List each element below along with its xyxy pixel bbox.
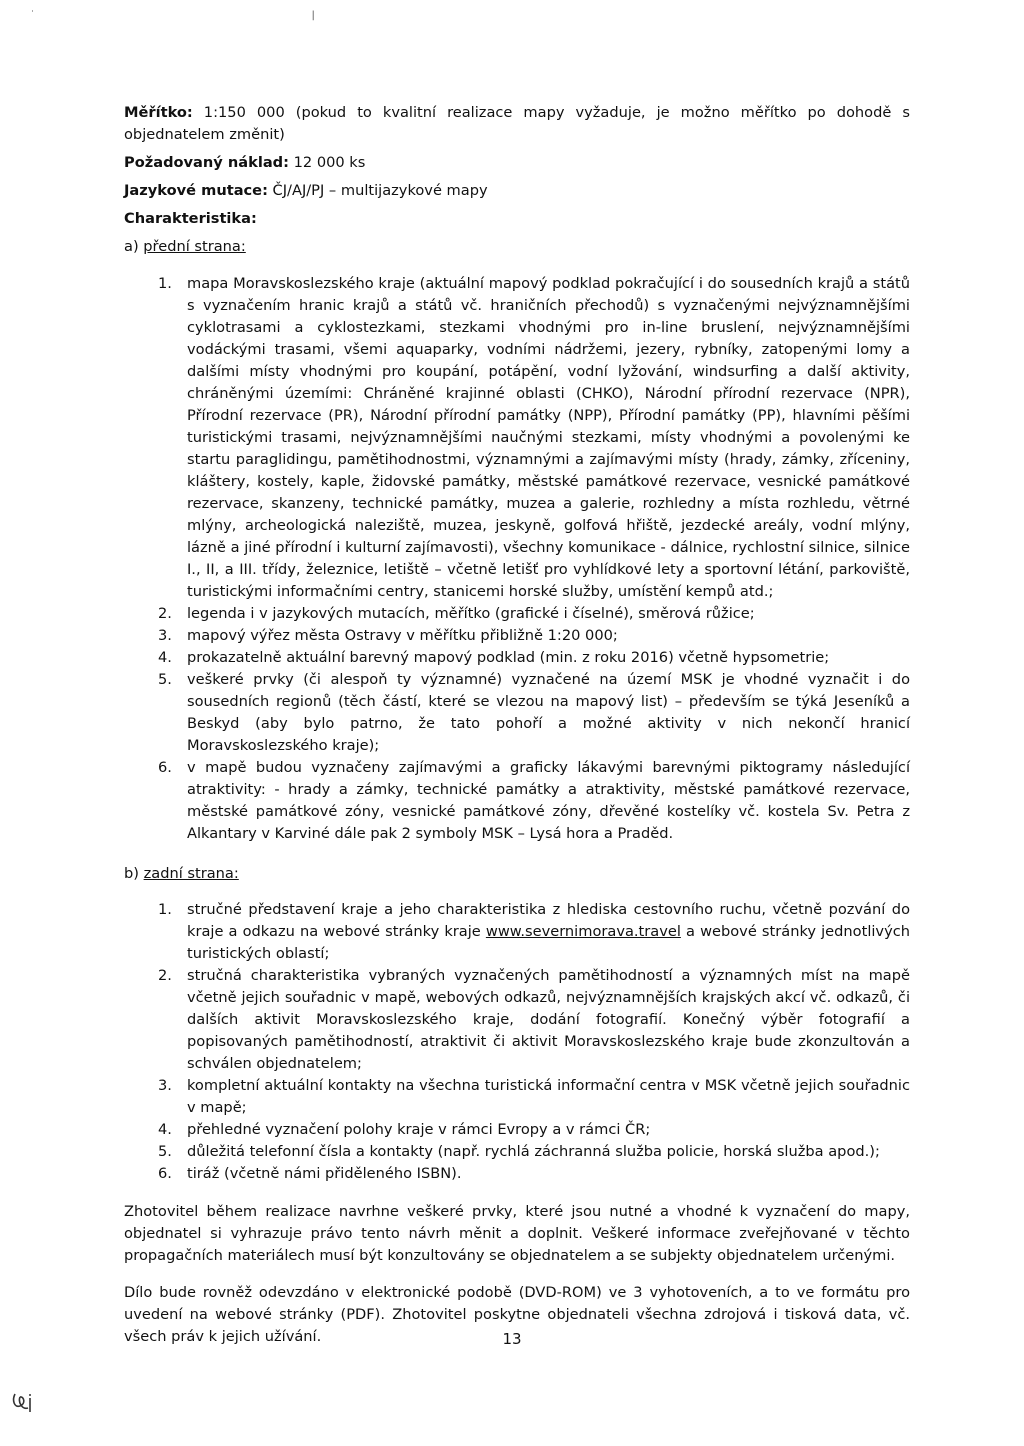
- naklad-value: 12 000 ks: [288, 154, 366, 171]
- item-text: důležitá telefonní čísla a kontakty (např. rychlá záchranná služba policie, horská služba apod.);: [187, 1143, 880, 1161]
- item-number: 3.: [158, 626, 172, 644]
- charakteristika-heading: [124, 208, 910, 230]
- list-item: [124, 647, 910, 669]
- section-b-heading: [124, 863, 910, 885]
- list-item: [124, 625, 910, 647]
- charakteristika-label: Charakteristika:: [124, 210, 257, 227]
- mutace-value: ČJ/AJ/PJ – multijazykové mapy: [267, 182, 488, 199]
- list-item: [124, 899, 910, 965]
- item-text: legenda i v jazykových mutacích, měřítko (grafické i číselné), směrová růžice;: [187, 604, 755, 622]
- item-number: 6.: [158, 1165, 172, 1183]
- section-a-heading: [124, 236, 910, 258]
- section-a-prefix: a): [124, 238, 144, 255]
- handwritten-initials: [10, 1388, 36, 1424]
- item-number: 4.: [158, 648, 172, 666]
- item-number: 1.: [158, 901, 172, 919]
- naklad-label: Požadovaný náklad:: [124, 154, 289, 171]
- item-number: 2.: [158, 967, 172, 985]
- item-number: 5.: [158, 1143, 172, 1161]
- list-item: [124, 965, 910, 1075]
- section-b-title: zadní strana:: [143, 864, 239, 882]
- document-page: [124, 102, 910, 1362]
- item-text-before-link: stručné představení kraje a jeho charakteristika z hlediska cestovního ruchu, včetně pozvání do kraje a odkazu na webové stránky kraje: [187, 901, 910, 941]
- website-link[interactable]: www.severnimorava.travel: [485, 923, 681, 941]
- meritko-line: [124, 102, 910, 146]
- item-number: 2.: [158, 604, 172, 622]
- item-text: veškeré prvky (či alespoň ty významné) vyznačené na území MSK je vhodné vyznačit i do sousedních regionů (těch částí, které se vlezou na mapový list) – především se týká Jeseníků a Beskyd (aby bylo patrno, že tato pohoří a možné aktivity v nich nekončí hranicí Moravskoslezského kraje);: [187, 670, 910, 754]
- item-text: kompletní aktuální kontakty na všechna turistická informační centra v MSK včetně jejich souřadnic v mapě;: [187, 1077, 910, 1117]
- closing-paragraph-2: Dílo bude rovněž odevzdáno v elektronické podobě (DVD-ROM) ve 3 vyhotoveních, a to ve formátu pro uvedení na webové stránky (PDF). Zhotovitel poskytne objednateli všechna zdrojová i tisková data, vč. všech práv k jejich užívání.: [124, 1283, 910, 1345]
- list-item: [124, 273, 910, 603]
- list-item: [124, 1163, 910, 1185]
- list-item: [124, 603, 910, 625]
- list-item: [124, 1075, 910, 1119]
- item-text: mapa Moravskoslezského kraje (aktuální mapový podklad pokračující i do sousedních krajů a států s vyznačením hranic krajů a států vč. hraničních přechodů) s vyznačenými nejvýznamnějšími cyklotrasami a cyklostezkami, stezkami vhodnými pro in-line bruslení, nejvýznamnějšími vodáckými trasami, všemi aquaparky, vodními nádržemi, jezery, rybníky, zatopenými lomy a dalšími místy vhodnými pro koupání, potápění, vodní lyžování, windsurfing a další aktivity, chráněnými územími: Chráněné krajinné oblasti (CHKO), Národní přírodní rezervace (NPR), Přírodní rezervace (PR), Národní přírodní památky (NPP), Přírodní památky (PP), hlavními pěšími turistickými trasami, nejvýznamnějšími naučnými stezkami, místy vhodnými a povolenými ke startu paraglidingu, pamětihodnostmi, významnými a zajímavými místy (hrady, zámky, zříceniny, kláštery, kostely, kaple, židovské památky, městské památkové rezervace, vesnické památkové rezervace, skanzeny, technické památky, muzea a galerie, rozhledny a místa rozhledu, větrné mlýny, archeologická naleziště, muzea, jeskyně, golfová hřiště, jezdecké areály, vodní mlýny, lázně a jiné přírodní i kulturní zajímavosti), všechny komunikace - dálnice, rychlostní silnice, silnice I., II, a III. třídy, železnice, letiště – včetně letišť pro vyhlídkové lety a sportovní létání, parkoviště, turistickými informačními centry, stanicemi horské služby, umístění kempů atd.;: [187, 274, 910, 600]
- item-text: prokazatelně aktuální barevný mapový podklad (min. z roku 2016) včetně hypsometrie;: [187, 648, 830, 666]
- initials-mark: [10, 1388, 36, 1418]
- meritko-label: Měřítko:: [124, 104, 193, 121]
- list-item: [124, 1119, 910, 1141]
- item-text: tiráž (včetně námi přiděleného ISBN).: [187, 1165, 462, 1183]
- item-number: 5.: [158, 670, 172, 688]
- section-b-prefix: b): [124, 864, 144, 882]
- naklad-line: [124, 152, 910, 174]
- scan-marks: ˙ |: [30, 10, 315, 21]
- item-number: 4.: [158, 1121, 172, 1139]
- section-a-list: [124, 273, 910, 845]
- closing-paragraph-1: Zhotovitel během realizace navrhne veškeré prvky, které jsou nutné a vhodné k vyznačení do mapy, objednatel si vyhrazuje právo tento návrh měnit a doplnit. Veškeré informace zveřejňované v těchto propagačních materiálech musí být konzultovány se objednatelem a se subjekty objednatelem určenými.: [124, 1203, 910, 1265]
- list-item: [124, 669, 910, 757]
- mutace-line: [124, 180, 910, 202]
- item-text: mapový výřez města Ostravy v měřítku přibližně 1:20 000;: [187, 626, 618, 644]
- item-text-after-link: a webové stránky jednotlivých turistických oblastí;: [187, 923, 910, 963]
- item-text: přehledné vyznačení polohy kraje v rámci Evropy a v rámci ČR;: [187, 1121, 651, 1139]
- list-item: [124, 757, 910, 845]
- meritko-value: 1:150 000 (pokud to kvalitní realizace mapy vyžaduje, je možno měřítko po dohodě s objednatelem změnit): [124, 104, 910, 143]
- mutace-label: Jazykové mutace:: [124, 182, 268, 199]
- item-text: stručná charakteristika vybraných vyznačených pamětihodností a významných míst na mapě včetně jejich souřadnic v mapě, webových odkazů, nejvýznamnějších krajských akcí vč. odkazů, či dalších aktivit Moravskoslezského kraje, dodání fotografií. Konečný výběr fotografií a popisovaných pamětihodností, atraktivit či aktivit Moravskoslezského kraje bude zkonzultován a schválen objednatelem;: [187, 967, 910, 1073]
- item-text: v mapě budou vyznačeny zajímavými a graficky lákavými barevnými piktogramy následující atraktivity: - hrady a zámky, technické památky a atraktivity, městské památkové rezervace, městské památkové zóny, vesnické památkové zóny, dřevěné kostelíky vč. kostela Sv. Petra z Alkantary v Karviné dále pak 2 symboly MSK – Lysá hora a Praděd.: [187, 758, 910, 842]
- item-number: 3.: [158, 1077, 172, 1095]
- list-item: [124, 1141, 910, 1163]
- item-number: 1.: [158, 274, 172, 292]
- item-number: 6.: [158, 758, 172, 776]
- section-a-title: přední strana:: [143, 238, 246, 255]
- page-number: 13: [502, 1330, 522, 1348]
- section-b-list: [124, 899, 910, 1185]
